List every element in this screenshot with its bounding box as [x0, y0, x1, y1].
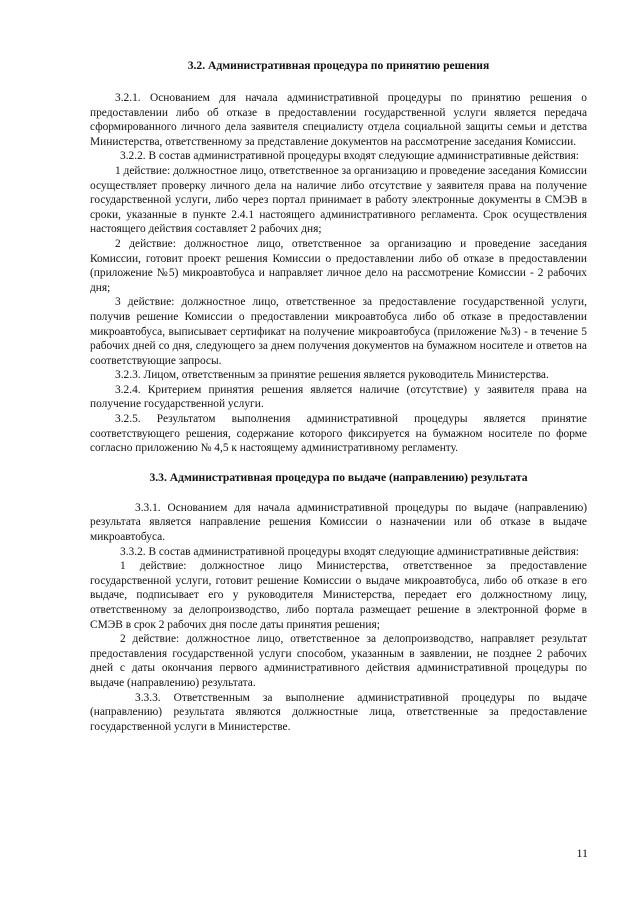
- paragraph-3-2-action-3: 3 действие: должностное лицо, ответственное за предоставление государственной услуги, получив решение Комиссии о предоставлении микроавтобуса либо об отказе в предоставлении микроавтобуса, выписывает сертификат на получение микроавтобуса (приложение №3) - в течение 5 рабочих дней со дня, следующего за днем получения документов на бумажном носителе и ответов на соответствующие запросы.: [90, 296, 587, 367]
- paragraph-3-3-2: 3.3.2. В состав административной процедуры входят следующие административные действия:: [120, 545, 579, 558]
- section-3-2-heading: 3.2. Административная процедура по принятию решения: [187, 59, 490, 72]
- section-3-3-heading: 3.3. Административная процедура по выдаче (направлению) результата: [149, 470, 528, 484]
- page-number: 11: [576, 846, 588, 860]
- paragraph-3-2-3: 3.2.3. Лицом, ответственным за принятие решения является руководитель Министерства.: [115, 369, 549, 382]
- paragraph-3-3-1: 3.3.1. Основанием для начала административной процедуры по выдаче (направлению) результата является направление решения Комиссии о назначении или об отказе в выдаче микроавтобуса.: [90, 501, 587, 544]
- paragraph-3-2-2: 3.2.2. В состав административной процедуры входят следующие административные действия:: [120, 150, 579, 163]
- paragraph-3-3-3: 3.3.3. Ответственным за выполнение административной процедуры по выдаче (направлению) результата являются должностные лица, ответственные за предоставление государственной услуги в Министерстве.: [90, 691, 587, 733]
- paragraph-3-2-4: 3.2.4. Критерием принятия решения является наличие (отсутствие) у заявителя права на получение государственной услуги.: [90, 383, 587, 411]
- paragraph-3-2-action-1: 1 действие: должностное лицо, ответственное за организацию и проведение заседания Комиссии осуществляет проверку личного дела на наличие либо отсутствие у заявителя права на получение государственной услуги, либо через портал принимает в работу электронные документы в СМЭВ в сроки, указанные в пункте 2.4.1 настоящего административного регламента. Срок осуществления настоящего действия составляет 2 рабочих дня;: [90, 164, 587, 236]
- document-page: [90, 58, 587, 734]
- paragraph-3-2-action-2: 2 действие: должностное лицо, ответственное за организацию и проведение заседания Комиссии, готовит проект решения Комиссии о предоставлении либо об отказе в предоставлении (приложение №5) микроавтобуса и направляет личное дело на рассмотрение Комиссии - 2 рабочих дня;: [90, 237, 587, 294]
- paragraph-3-2-5: 3.2.5. Результатом выполнения административной процедуры является принятие соответствующего решения, содержание которого фиксируется на бумажном носителе по форме согласно приложению № 4,5 к настоящему административному регламенту.: [90, 413, 587, 455]
- paragraph-3-2-1: 3.2.1. Основанием для начала административной процедуры по принятию решения о предоставлении либо об отказе в предоставлении государственной услуги является передача сформированного личного дела заявителя специалисту отдела социальной защиты семьи и детства Министерства, ответственному за представление документов на рассмотрение заседания Комиссии.: [90, 92, 587, 148]
- paragraph-3-3-action-1: 1 действие: должностное лицо Министерства, ответственное за предоставление государственной услуги, готовит решение Комиссии о выдаче микроавтобуса, либо об отказе в его выдаче, подписывает его у руководителя Министерства, передает его должностному лицу, ответственному за делопроизводство, либо портала размещает решение в электронной форме в СМЭВ в срок 2 рабочих дня после даты принятия решения;: [90, 560, 587, 631]
- paragraph-3-3-action-2: 2 действие: должностное лицо, ответственное за делопроизводство, направляет результат предоставления государственной услуги способом, указанным в заявлении, не позднее 2 рабочих дней с даты окончания первого административного действия административной процедуры по выдаче (направлению) результата.: [90, 633, 587, 689]
